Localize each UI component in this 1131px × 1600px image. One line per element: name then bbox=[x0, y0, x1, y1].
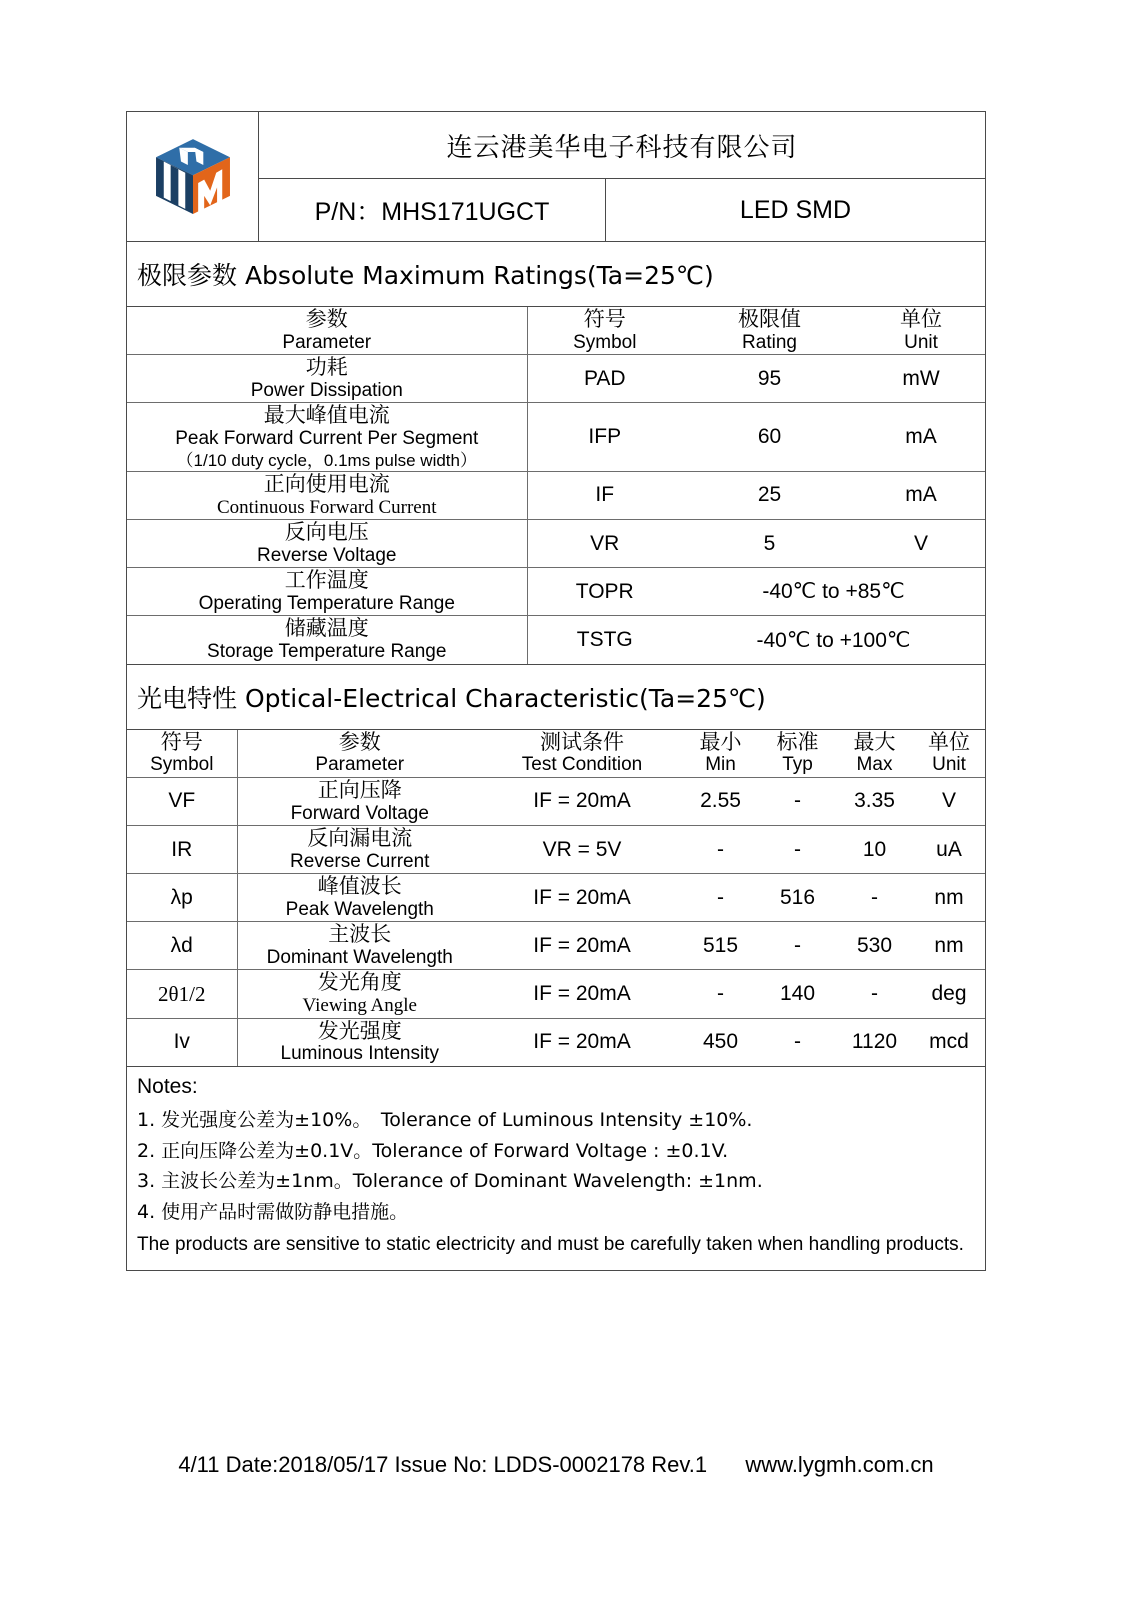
col-header-min-en: Min bbox=[705, 754, 736, 776]
col-header-min-cn: 最小 bbox=[699, 729, 742, 754]
cell-unit: nm bbox=[934, 885, 964, 909]
table-row bbox=[127, 970, 985, 1018]
col-header-symbol-cn: 符号 bbox=[160, 729, 203, 754]
col-header-unit-cn: 单位 bbox=[928, 729, 970, 754]
notes-title: Notes: bbox=[137, 1074, 198, 1098]
cell-max: 3.35 bbox=[854, 789, 895, 813]
cell-parameter bbox=[237, 777, 482, 825]
cell-typ: 516 bbox=[779, 885, 816, 909]
cell-parameter-en: Storage Temperature Range bbox=[207, 641, 447, 663]
footer-issue-number: Issue No: LDDS-0002178 Rev.1 bbox=[394, 1452, 708, 1477]
cell-unit: mcd bbox=[929, 1030, 969, 1054]
cell-unit: mA bbox=[905, 425, 937, 449]
col-header-rating-en: Rating bbox=[742, 331, 797, 353]
cell-parameter-cn: 最大峰值电流 bbox=[263, 403, 390, 428]
col-header-unit bbox=[913, 730, 985, 778]
cell-max: - bbox=[871, 885, 878, 909]
table-header-row bbox=[127, 307, 985, 355]
datasheet-table-frame bbox=[126, 111, 986, 1271]
col-header-symbol-cn: 符号 bbox=[583, 307, 626, 331]
part-number: P/N：MHS171UGCT bbox=[259, 179, 606, 241]
cell-symbol: λd bbox=[127, 922, 237, 970]
col-header-test-condition-cn: 测试条件 bbox=[540, 729, 624, 754]
col-header-unit-cn: 单位 bbox=[900, 307, 942, 331]
cell-parameter-cn: 主波长 bbox=[328, 922, 392, 947]
cell-unit: nm bbox=[934, 933, 964, 957]
col-header-test-condition-en: Test Condition bbox=[521, 754, 643, 776]
cell-parameter-en: Power Dissipation bbox=[250, 379, 403, 401]
cell-test-condition: IF = 20mA bbox=[533, 789, 631, 813]
note-item: 1. 发光强度公差为±10%。 Tolerance of Luminous Intensity ±10%. bbox=[137, 1108, 753, 1131]
col-header-max bbox=[836, 730, 913, 778]
cell-parameter-cn: 工作温度 bbox=[284, 568, 369, 593]
cell-test-condition: IF = 20mA bbox=[533, 1030, 631, 1054]
table-header-row bbox=[127, 730, 985, 778]
col-header-unit bbox=[857, 307, 985, 355]
cell-max: 10 bbox=[862, 837, 887, 861]
cell-typ: - bbox=[794, 1030, 801, 1054]
footer-website-link[interactable]: www.lygmh.com.cn bbox=[745, 1452, 934, 1477]
cell-unit: deg bbox=[931, 982, 967, 1006]
col-header-parameter bbox=[127, 307, 527, 355]
cell-parameter bbox=[127, 520, 527, 568]
cell-parameter bbox=[127, 616, 527, 664]
cell-rating: 60 bbox=[757, 425, 782, 449]
cell-parameter-cn: 正向压降 bbox=[317, 777, 402, 802]
notes-section bbox=[127, 1066, 985, 1270]
cell-rating: 95 bbox=[757, 366, 782, 390]
table-row bbox=[127, 471, 985, 519]
cell-parameter-en: Peak Forward Current Per Segment bbox=[175, 428, 479, 450]
section-title-absolute-maximum-ratings: 极限参数 Absolute Maximum Ratings(Ta=25℃) bbox=[127, 242, 985, 307]
cell-symbol: TSTG bbox=[576, 628, 633, 651]
cell-min: 450 bbox=[702, 1030, 739, 1054]
cell-min: 515 bbox=[702, 933, 739, 957]
col-header-parameter-cn: 参数 bbox=[338, 729, 381, 754]
col-header-typ-cn: 标准 bbox=[776, 729, 819, 754]
cell-symbol: λp bbox=[127, 874, 237, 922]
table-row bbox=[127, 403, 985, 472]
cell-symbol: 2θ1/2 bbox=[127, 970, 237, 1018]
col-header-rating-cn: 极限值 bbox=[738, 307, 801, 331]
note-static-electricity-warning: The products are sensitive to static electricity and must be carefully taken when handling products. bbox=[137, 1233, 964, 1255]
cell-symbol: Iv bbox=[127, 1018, 237, 1066]
cell-parameter bbox=[127, 471, 527, 519]
cell-symbol: IR bbox=[127, 825, 237, 873]
cell-typ: 140 bbox=[779, 982, 816, 1006]
page-footer bbox=[126, 1452, 986, 1478]
cell-parameter bbox=[237, 970, 482, 1018]
cell-parameter-en: Dominant Wavelength bbox=[266, 947, 453, 969]
cell-parameter-cn: 反向电压 bbox=[284, 520, 369, 545]
col-header-symbol bbox=[127, 730, 237, 778]
cell-parameter-en: Forward Voltage bbox=[290, 802, 429, 824]
cell-test-condition: IF = 20mA bbox=[533, 885, 631, 909]
table-row bbox=[127, 520, 985, 568]
cell-parameter bbox=[237, 874, 482, 922]
cell-max: - bbox=[871, 982, 878, 1006]
cell-rating: -40℃ to +100℃ bbox=[756, 628, 911, 652]
cell-rating: 25 bbox=[757, 483, 782, 507]
company-cube-logo-icon bbox=[150, 134, 236, 220]
table-row bbox=[127, 922, 985, 970]
cell-typ: - bbox=[794, 933, 801, 957]
company-name: 连云港美华电子科技有限公司 bbox=[259, 112, 985, 179]
cell-symbol: VR bbox=[590, 531, 620, 555]
cell-min: 2.55 bbox=[700, 789, 741, 813]
note-item: 3. 主波长公差为±1nm。Tolerance of Dominant Wavelength: ±1nm. bbox=[137, 1170, 763, 1193]
col-header-max-en: Max bbox=[856, 754, 893, 776]
cell-test-condition: IF = 20mA bbox=[533, 933, 631, 957]
cell-parameter-cn: 功耗 bbox=[305, 355, 348, 380]
note-item: 4. 使用产品时需做防静电措施。 bbox=[137, 1201, 409, 1224]
cell-test-condition: IF = 20mA bbox=[533, 982, 631, 1006]
table-row bbox=[127, 825, 985, 873]
cell-parameter bbox=[127, 355, 527, 403]
table-row bbox=[127, 568, 985, 616]
cell-symbol: IF bbox=[595, 483, 615, 507]
cell-min: - bbox=[717, 982, 724, 1006]
col-header-symbol bbox=[527, 307, 682, 355]
cell-symbol: PAD bbox=[583, 366, 626, 390]
cell-max: 530 bbox=[856, 933, 893, 957]
cell-symbol: TOPR bbox=[575, 579, 634, 603]
col-header-unit-en: Unit bbox=[904, 331, 938, 353]
col-header-symbol-en: Symbol bbox=[573, 331, 637, 353]
header-row-partnumber bbox=[259, 179, 985, 241]
cell-test-condition: VR = 5V bbox=[542, 837, 622, 861]
cell-parameter-en: Reverse Current bbox=[290, 850, 430, 872]
col-header-typ-en: Typ bbox=[782, 754, 813, 776]
cell-parameter bbox=[127, 568, 527, 616]
col-header-parameter-en: Parameter bbox=[315, 754, 405, 776]
cell-unit: V bbox=[941, 789, 956, 813]
table-row bbox=[127, 355, 985, 403]
col-header-parameter-cn: 参数 bbox=[305, 307, 348, 331]
cell-parameter-cn: 储藏温度 bbox=[284, 616, 369, 641]
cell-parameter-en: Continuous Forward Current bbox=[216, 496, 437, 518]
cell-unit: mW bbox=[902, 366, 940, 390]
cell-parameter bbox=[237, 825, 482, 873]
col-header-parameter-en: Parameter bbox=[282, 331, 372, 353]
col-header-min bbox=[682, 730, 759, 778]
table-row bbox=[127, 616, 985, 664]
cell-parameter-en: Peak Wavelength bbox=[285, 898, 434, 920]
cell-typ: - bbox=[794, 837, 801, 861]
cell-parameter-en: Luminous Intensity bbox=[280, 1043, 439, 1065]
optical-electrical-characteristic-table bbox=[127, 730, 985, 1066]
cell-rating: -40℃ to +85℃ bbox=[762, 580, 905, 604]
cell-parameter-en: Operating Temperature Range bbox=[198, 593, 455, 615]
col-header-symbol-en: Symbol bbox=[150, 754, 214, 776]
col-header-rating bbox=[682, 307, 857, 355]
cell-parameter-cn: 发光角度 bbox=[317, 970, 402, 995]
cell-rating: 5 bbox=[763, 531, 776, 555]
cell-parameter-cn: 反向漏电流 bbox=[307, 825, 413, 850]
cell-parameter-cn: 发光强度 bbox=[317, 1018, 402, 1043]
cell-unit: uA bbox=[936, 837, 962, 861]
col-header-unit-en: Unit bbox=[932, 754, 966, 776]
cell-parameter-cn: 峰值波长 bbox=[317, 874, 402, 899]
cell-parameter-note: （1/10 duty cycle，0.1ms pulse width） bbox=[176, 450, 477, 470]
cell-typ: - bbox=[794, 789, 801, 813]
cell-parameter bbox=[127, 403, 527, 472]
cell-min: - bbox=[717, 885, 724, 909]
product-type: LED SMD bbox=[739, 195, 852, 224]
logo-cell bbox=[127, 112, 259, 241]
table-row bbox=[127, 874, 985, 922]
absolute-maximum-ratings-table bbox=[127, 307, 985, 664]
header-text-block bbox=[259, 112, 985, 241]
note-item: 2. 正向压降公差为±0.1V。Tolerance of Forward Voltage : ±0.1V. bbox=[137, 1139, 729, 1162]
col-header-test-condition bbox=[482, 730, 682, 778]
cell-symbol: VF bbox=[127, 777, 237, 825]
cell-parameter bbox=[237, 1018, 482, 1066]
cell-parameter-en: Reverse Voltage bbox=[257, 544, 397, 566]
cell-unit: mA bbox=[905, 483, 937, 507]
table-row bbox=[127, 777, 985, 825]
cell-min: - bbox=[717, 837, 724, 861]
cell-parameter-en: Viewing Angle bbox=[302, 995, 417, 1017]
cell-parameter-cn: 正向使用电流 bbox=[263, 471, 390, 496]
section-title-optical-electrical-characteristic: 光电特性 Optical-Electrical Characteristic(Ta=25℃) bbox=[127, 664, 985, 730]
table-row bbox=[127, 1018, 985, 1066]
col-header-max-cn: 最大 bbox=[853, 729, 896, 754]
document-header bbox=[127, 112, 985, 242]
col-header-typ bbox=[759, 730, 836, 778]
footer-page-number: 4/11 bbox=[178, 1452, 220, 1477]
cell-parameter bbox=[237, 922, 482, 970]
footer-date: Date:2018/05/17 bbox=[225, 1452, 389, 1477]
col-header-parameter bbox=[237, 730, 482, 778]
cell-symbol: IFP bbox=[588, 425, 622, 449]
cell-unit: V bbox=[913, 531, 928, 555]
cell-max: 1120 bbox=[851, 1030, 898, 1054]
